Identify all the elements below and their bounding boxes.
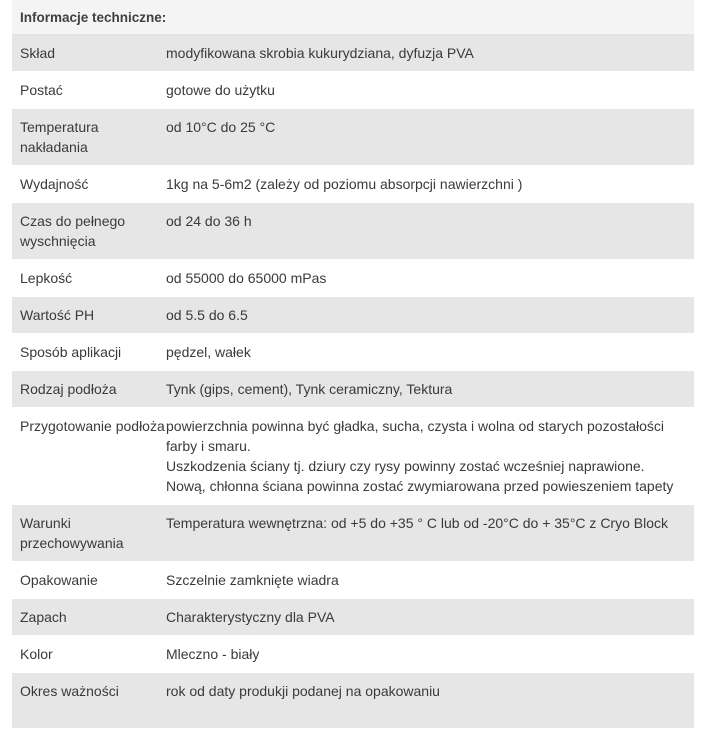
row-label: Przygotowanie podłoża bbox=[20, 418, 165, 434]
table-row bbox=[12, 260, 694, 297]
row-label: Rodzaj podłoża bbox=[20, 381, 117, 397]
table-row bbox=[12, 72, 694, 109]
technical-info-table bbox=[12, 0, 694, 729]
row-label: Postać bbox=[20, 82, 63, 98]
row-label: Wydajność bbox=[20, 176, 89, 192]
row-value: Tynk (gips, cement), Tynk ceramiczny, Tektura bbox=[166, 381, 453, 397]
row-value: pędzel, wałek bbox=[166, 344, 251, 360]
row-label: Temperatura nakładania bbox=[20, 119, 99, 155]
row-value: od 24 do 36 h bbox=[166, 213, 252, 229]
row-value: Mleczno - biały bbox=[166, 646, 260, 662]
row-label: Kolor bbox=[20, 646, 53, 662]
table-row bbox=[12, 334, 694, 371]
table-row bbox=[12, 408, 694, 505]
table-row bbox=[12, 109, 694, 166]
table-row bbox=[12, 203, 694, 260]
row-value: od 5.5 do 6.5 bbox=[166, 307, 248, 323]
table-row bbox=[12, 673, 694, 729]
row-value: powierzchnia powinna być gładka, sucha, czysta i wolna od starych pozostałości farby i smaru. Uszkodzenia ściany tj. dziury czy rysy powinny zostać wcześniej naprawione. Nową, chłonna ściana powinna zostać zwymiarowana przed powieszeniem tapety bbox=[166, 418, 674, 494]
table-row bbox=[12, 371, 694, 408]
row-label: Warunki przechowywania bbox=[20, 515, 124, 551]
table-row bbox=[12, 505, 694, 562]
row-label: Czas do pełnego wyschnięcia bbox=[20, 213, 126, 249]
table-row bbox=[12, 35, 694, 72]
row-label: Sposób aplikacji bbox=[20, 344, 122, 360]
row-label: Zapach bbox=[20, 609, 67, 625]
table-row bbox=[12, 297, 694, 334]
table-row bbox=[12, 166, 694, 203]
row-value: rok od daty produkji podanej na opakowaniu bbox=[166, 683, 440, 699]
row-label: Opakowanie bbox=[20, 572, 98, 588]
table-row bbox=[12, 636, 694, 673]
row-label: Okres ważności bbox=[20, 683, 119, 699]
row-label: Wartość PH bbox=[20, 307, 95, 323]
row-value: od 10°C do 25 °C bbox=[166, 119, 276, 135]
row-value: Charakterystyczny dla PVA bbox=[166, 609, 335, 625]
table-row bbox=[12, 599, 694, 636]
table-row bbox=[12, 562, 694, 599]
row-value: Szczelnie zamknięte wiadra bbox=[166, 572, 339, 588]
row-value: 1kg na 5-6m2 (zależy od poziomu absorpcji nawierzchni ) bbox=[166, 176, 523, 192]
section-heading: Informacje techniczne: bbox=[12, 0, 694, 35]
row-value: Temperatura wewnętrzna: od +5 do +35 ° C lub od -20°C do + 35°C z Cryo Block bbox=[166, 515, 669, 531]
row-label: Lepkość bbox=[20, 270, 73, 286]
row-label: Skład bbox=[20, 45, 56, 61]
row-value: od 55000 do 65000 mPas bbox=[166, 270, 327, 286]
row-value: gotowe do użytku bbox=[166, 82, 275, 98]
row-value: modyfikowana skrobia kukurydziana, dyfuzja PVA bbox=[166, 45, 474, 61]
